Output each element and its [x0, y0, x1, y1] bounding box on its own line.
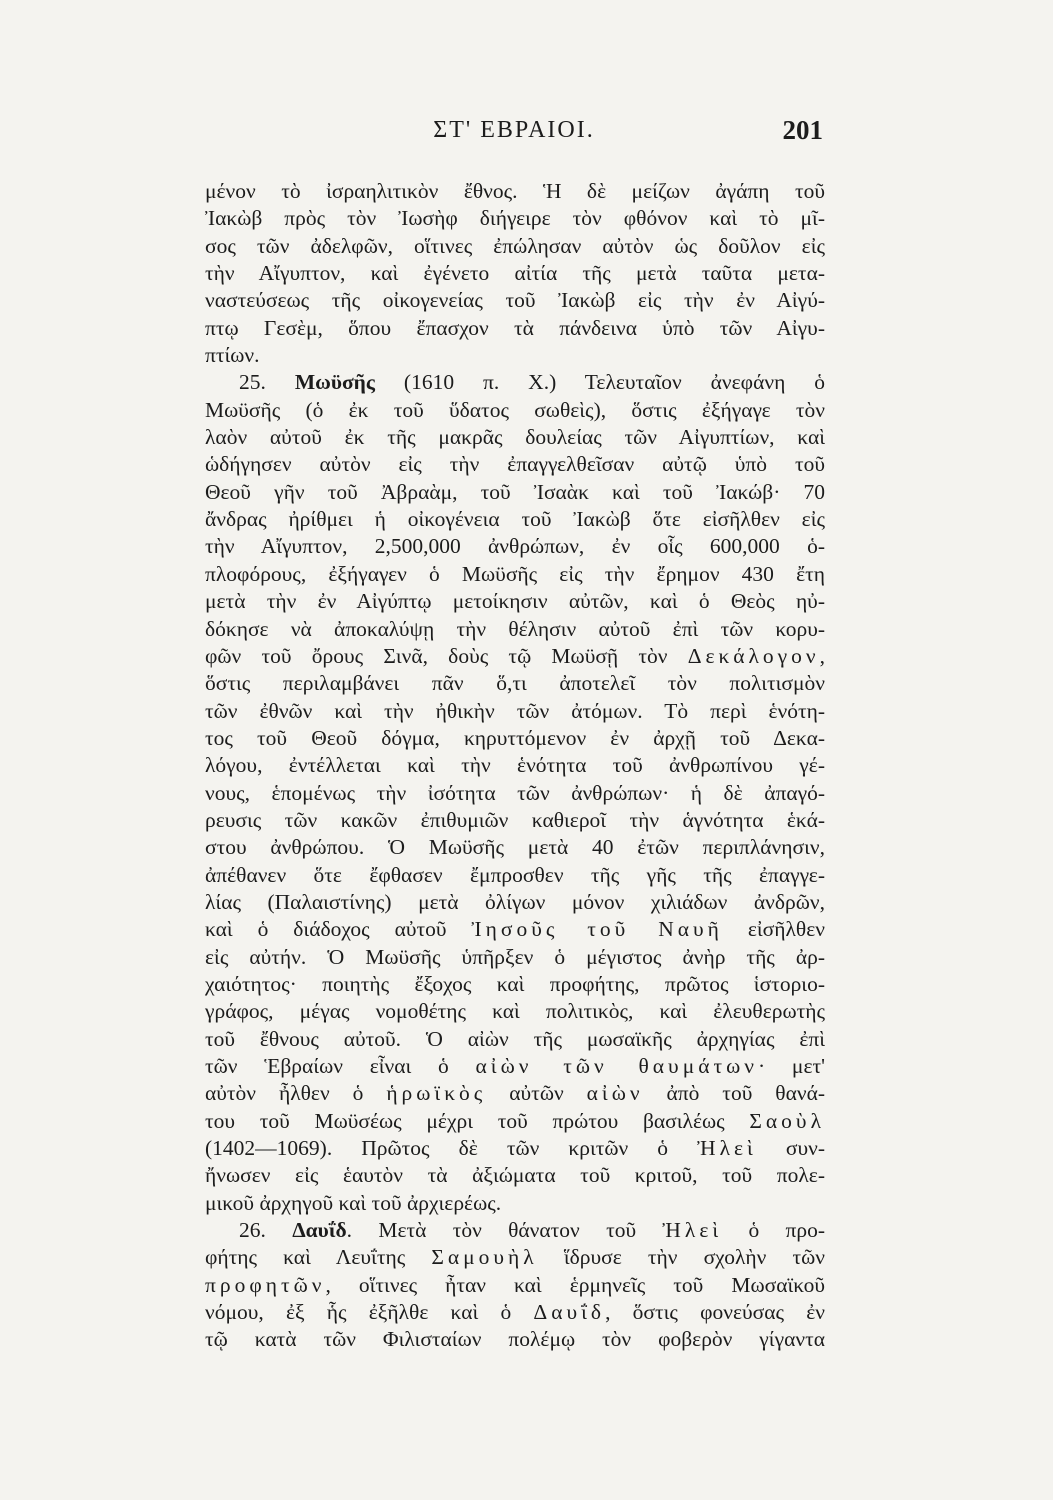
- text-line: [205, 424, 825, 451]
- body-text: [205, 178, 825, 1354]
- text-segment: μικοῦ ἀρχηγοῦ καὶ τοῦ ἀρχιερέως.: [205, 1190, 502, 1215]
- text-segment: τῶν Ἑβραίων εἶναι ὁ: [205, 1054, 476, 1078]
- text-line: [205, 834, 825, 861]
- text-segment: φῶν τοῦ ὄρους Σινᾶ, δοὺς τῷ Μωϋσῇ τὸν: [205, 643, 688, 668]
- section-heading: Μωϋσῆς: [294, 370, 375, 395]
- text-line: [205, 780, 825, 807]
- text-segment: πτῳ Γεσὲμ, ὅπου ἔπασχον τὰ πάνδεινα ὑπὸ τῶν Αἰγυ-: [205, 315, 825, 340]
- text-segment: τοῦ ἔθνους αὐτοῦ. Ὁ αἰὼν τῆς μωσαϊκῆς ἀρχηγίας ἐπὶ: [205, 1026, 825, 1051]
- text-segment: Ἰακὼβ πρὸς τὸν Ἰωσὴφ διήγειρε τὸν φθόνον καὶ τὸ μῖ-: [205, 206, 825, 231]
- text-segment: τὴν Αἴγυπτον, καὶ ἐγένετο αἰτία τῆς μετὰ ταῦτα μετα-: [205, 261, 825, 286]
- emphasized-text: Ἠλεὶ: [697, 1136, 757, 1161]
- text-line: [205, 260, 825, 287]
- text-segment: , ὅστις φονεύσας ἐν: [605, 1300, 825, 1325]
- text-line: [205, 944, 825, 971]
- text-line: [205, 725, 825, 752]
- text-segment: μένον τὸ ἰσραηλιτικὸν ἔθνος. Ἡ δὲ μείζων ἀγάπη τοῦ: [205, 179, 825, 203]
- text-segment: λίας (Παλαιστίνης) μετὰ ὀλίγων μόνον χιλιάδων ἀνδρῶν,: [205, 889, 825, 914]
- text-segment: μετὰ τὴν ἐν Αἰγύπτῳ μετοίκησιν αὐτῶν, καὶ ὁ Θεὸς ηὐ-: [205, 589, 825, 614]
- page-header: [205, 112, 823, 148]
- text-segment: καὶ ὁ διάδοχος αὐτοῦ: [205, 917, 472, 942]
- text-segment: εἰσῆλθεν: [722, 917, 825, 942]
- text-segment: ὅστις περιλαμβάνει πᾶν ὅ,τι ἀποτελεῖ τὸν πολιτισμὸν: [205, 671, 825, 696]
- text-segment: γράφος, μέγας νομοθέτης καὶ πολιτικὸς, καὶ ἐλευθερωτὴς: [205, 999, 825, 1024]
- text-line: [205, 1326, 825, 1353]
- text-segment: (1610 π. Χ.) Τελευταῖον ἀνεφάνη ὁ: [374, 370, 825, 395]
- text-segment: νους, ἑπομένως τὴν ἰσότητα τῶν ἀνθρώπων· ἡ δὲ ἀπαγό-: [205, 780, 825, 805]
- text-line: [205, 998, 825, 1025]
- section-heading: Δαυΐδ: [292, 1218, 347, 1243]
- text-line: [205, 397, 825, 424]
- emphasized-text: αἰὼν τῶν θαυμάτων: [475, 1054, 759, 1078]
- text-line: [205, 369, 825, 396]
- emphasized-text: Δαυΐδ: [533, 1300, 606, 1325]
- emphasized-text: προφητῶν: [205, 1272, 326, 1297]
- text-line: [205, 971, 825, 998]
- text-line: [205, 1053, 825, 1080]
- text-line: [205, 1162, 825, 1189]
- text-segment: ὡδήγησεν αὐτὸν εἰς τὴν ἐπαγγελθεῖσαν αὐτῷ ὑπὸ τοῦ: [205, 452, 825, 477]
- text-line: [205, 1026, 825, 1053]
- text-segment: φήτης καὶ Λευΐτης: [205, 1245, 432, 1270]
- text-segment: Μωϋσῆς (ὁ ἐκ τοῦ ὕδατος σωθεὶς), ὅστις ἐξήγαγε τὸν: [205, 397, 825, 422]
- text-line: [205, 588, 825, 615]
- text-segment: ἀπέθανεν ὅτε ἔφθασεν ἔμπροσθεν τῆς γῆς τῆς ἐπαγγε-: [205, 862, 825, 887]
- text-segment: 25.: [239, 370, 295, 395]
- text-segment: ἵδρυσε τὴν σχολὴν τῶν: [537, 1245, 825, 1270]
- emphasized-text: Ἠλεὶ: [662, 1218, 723, 1243]
- running-title: ΣΤ' ΕΒΡΑΙΟΙ.: [433, 117, 595, 143]
- page-number: 201: [782, 115, 823, 145]
- emphasized-text: Δεκάλογον: [687, 643, 820, 668]
- text-line: [205, 451, 825, 478]
- text-line: [205, 643, 825, 670]
- text-line: [205, 1244, 825, 1271]
- text-segment: αὐτῶν: [486, 1081, 587, 1106]
- text-line: [205, 616, 825, 643]
- text-line: [205, 889, 825, 916]
- text-segment: Θεοῦ γῆν τοῦ Ἀβραὰμ, τοῦ Ἰσαὰκ καὶ τοῦ Ἰακώβ· 70: [205, 479, 825, 504]
- text-segment: εἰς αὐτήν. Ὁ Μωϋσῆς ὑπῆρξεν ὁ μέγιστος ἀνὴρ τῆς ἀρ-: [205, 944, 825, 969]
- text-segment: χαιότητος· ποιητὴς ἔξοχος καὶ προφήτης, πρῶτος ἱστοριο-: [205, 971, 825, 996]
- text-line: [205, 287, 825, 314]
- text-segment: ρευσις τῶν κακῶν ἐπιθυμιῶν καθιεροῖ τὴν ἁγνότητα ἑκά-: [205, 807, 825, 832]
- text-segment: λαὸν αὐτοῦ ἐκ τῆς μακρᾶς δουλείας τῶν Αἰγυπτίων, καὶ: [205, 425, 825, 450]
- text-segment: συν-: [756, 1136, 825, 1161]
- text-line: [205, 752, 825, 779]
- text-segment: 26.: [239, 1218, 293, 1243]
- text-line: [205, 1135, 825, 1162]
- text-line: [205, 1108, 825, 1135]
- text-segment: τῶν ἐθνῶν καὶ τὴν ἠθικὴν τῶν ἀτόμων. Τὸ περὶ ἑνότη-: [205, 698, 825, 723]
- text-segment: στου ἀνθρώπου. Ὁ Μωϋσῆς μετὰ 40 ἐτῶν περιπλάνησιν,: [205, 835, 825, 860]
- text-line: [205, 916, 825, 943]
- text-line: [205, 1217, 825, 1244]
- text-line: [205, 1299, 825, 1326]
- text-line: [205, 698, 825, 725]
- text-segment: , οἵτινες ἦταν καὶ ἑρμηνεῖς τοῦ Μωσαϊκοῦ: [325, 1272, 825, 1297]
- emphasized-text: ἡρωϊκὸς: [386, 1081, 487, 1106]
- text-segment: (1402—1069). Πρῶτος δὲ τῶν κριτῶν ὁ: [205, 1136, 698, 1161]
- emphasized-text: Σαμουὴλ: [431, 1245, 538, 1270]
- text-line: [205, 315, 825, 342]
- emphasized-text: αἰὼν: [586, 1081, 644, 1106]
- text-segment: δόκησε νὰ ἀποκαλύψῃ τὴν θέλησιν αὐτοῦ ἐπὶ τῶν κορυ-: [205, 616, 825, 641]
- text-line: [205, 178, 825, 205]
- text-line: [205, 205, 825, 232]
- text-segment: πλοφόρους, ἐξήγαγεν ὁ Μωϋσῆς εἰς τὴν ἔρημον 430 ἔτη: [205, 561, 825, 586]
- text-line: [205, 862, 825, 889]
- text-segment: του τοῦ Μωϋσέως μέχρι τοῦ πρώτου βασιλέως: [205, 1108, 750, 1133]
- text-segment: ἤνωσεν εἰς ἑαυτὸν τὰ ἀξιώματα τοῦ κριτοῦ, τοῦ πολε-: [205, 1163, 825, 1188]
- text-segment: ἀπὸ τοῦ θανά-: [643, 1081, 825, 1106]
- text-line: [205, 807, 825, 834]
- text-line: [205, 533, 825, 560]
- text-segment: νόμου, ἐξ ἧς ἐξῆλθε καὶ ὁ: [205, 1300, 534, 1325]
- text-segment: ἄνδρας ἠρίθμει ἡ οἰκογένεια τοῦ Ἰακὼβ ὅτε εἰσῆλθεν εἰς: [205, 507, 825, 532]
- text-segment: ,: [819, 643, 825, 668]
- text-line: [205, 342, 825, 369]
- text-segment: ναστεύσεως τῆς οἰκογενείας τοῦ Ἰακὼβ εἰς τὴν ἐν Αἰγύ-: [205, 288, 825, 313]
- text-segment: τὴν Αἴγυπτον, 2,500,000 ἀνθρώπων, ἐν οἷς 600,000 ὁ-: [205, 534, 825, 559]
- text-segment: σος τῶν ἀδελφῶν, οἵτινες ἐπώλησαν αὐτὸν ὡς δοῦλον εἰς: [205, 233, 825, 258]
- emphasized-text: Ἰησοῦς τοῦ Ναυῆ: [471, 917, 723, 942]
- text-line: [205, 506, 825, 533]
- text-segment: τῷ κατὰ τῶν Φιλισταίων πολέμῳ τὸν φοβερὸν γίγαντα: [205, 1327, 825, 1352]
- text-line: [205, 1080, 825, 1107]
- text-line: [205, 233, 825, 260]
- text-line: [205, 1272, 825, 1299]
- emphasized-text: Σαοὺλ: [749, 1108, 825, 1133]
- text-line: [205, 1190, 825, 1217]
- text-segment: τος τοῦ Θεοῦ δόγμα, κηρυττόμενον ἐν ἀρχῇ τοῦ Δεκα-: [205, 725, 825, 750]
- text-segment: πτίων.: [205, 343, 260, 368]
- text-line: [205, 670, 825, 697]
- text-line: [205, 479, 825, 506]
- text-segment: · μετ': [758, 1054, 825, 1078]
- text-segment: λόγου, ἐντέλλεται καὶ τὴν ἑνότητα τοῦ ἀνθρωπίνου γέ-: [205, 753, 825, 778]
- text-segment: ὁ προ-: [722, 1218, 825, 1243]
- text-segment: αὐτὸν ἦλθεν ὁ: [205, 1081, 387, 1106]
- text-segment: . Μετὰ τὸν θάνατον τοῦ: [346, 1218, 663, 1243]
- text-line: [205, 561, 825, 588]
